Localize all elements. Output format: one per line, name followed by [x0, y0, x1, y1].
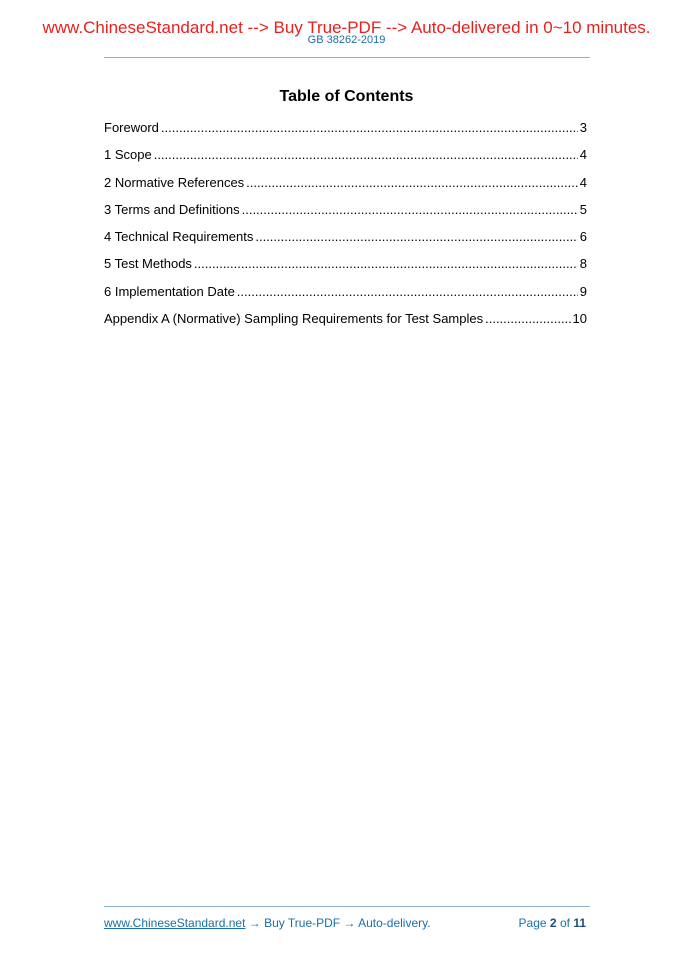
toc-entry-page: 3 — [579, 120, 587, 135]
toc-entry-foreword[interactable] — [104, 119, 587, 146]
toc-leader-dots — [242, 201, 578, 219]
toc-title: Table of Contents — [279, 88, 414, 105]
toc-entry-label: 3 Terms and Definitions — [104, 201, 240, 217]
page-word: Page — [518, 916, 547, 930]
toc-entry-label: 1 Scope — [104, 147, 152, 163]
toc-entry-label: 4 Technical Requirements — [104, 229, 254, 245]
toc-entry-page: 4 — [579, 147, 587, 163]
page-indicator — [519, 915, 586, 931]
toc-leader-dots — [255, 228, 577, 246]
toc-entry-label: 5 Test Methods — [104, 256, 192, 272]
toc-leader-dots — [246, 174, 578, 192]
toc-entry-page: 9 — [579, 283, 587, 299]
toc-entry-appendix-a[interactable] — [104, 310, 587, 337]
toc-entry-page: 8 — [579, 256, 587, 272]
document-code: GB 38262-2019 — [307, 34, 386, 46]
toc-entry-label: Foreword — [104, 120, 159, 135]
toc-entry-label: Appendix A (Normative) Sampling Requirements for Test Samples — [104, 311, 484, 327]
toc-entry-technical-requirements[interactable] — [104, 228, 587, 255]
toc-leader-dots — [485, 310, 570, 328]
toc-entry-page: 6 — [579, 229, 587, 245]
toc-list — [104, 119, 587, 337]
footer-divider — [104, 906, 590, 907]
toc-entry-label: 6 Implementation Date — [104, 283, 235, 299]
toc-entry-implementation-date[interactable] — [104, 283, 587, 310]
toc-leader-dots — [194, 255, 578, 273]
toc-leader-dots — [237, 283, 578, 301]
promo-banner[interactable]: www.ChineseStandard.net --> Buy True-PDF --> Auto-delivered in 0~10 minutes. — [42, 18, 651, 37]
page-footer — [104, 915, 586, 931]
total-pages-number: 11 — [573, 916, 586, 930]
toc-entry-label: 2 Normative References — [104, 174, 245, 190]
toc-entry-page: 10 — [572, 311, 587, 327]
toc-entry-terms-definitions[interactable] — [104, 201, 587, 228]
footer-delivery-text: → Buy True-PDF → Auto-delivery. — [245, 916, 431, 930]
header-divider — [104, 57, 590, 58]
toc-entry-test-methods[interactable] — [104, 255, 587, 282]
toc-leader-dots — [154, 146, 578, 164]
toc-entry-page: 4 — [579, 174, 587, 190]
toc-leader-dots — [161, 119, 578, 137]
toc-entry-normative-references[interactable] — [104, 174, 587, 201]
current-page-number: 2 — [549, 916, 557, 930]
of-word: of — [559, 916, 570, 930]
toc-entry-page: 5 — [579, 201, 587, 217]
footer-site-link[interactable]: www.ChineseStandard.net — [104, 916, 246, 930]
toc-entry-scope[interactable] — [104, 146, 587, 173]
